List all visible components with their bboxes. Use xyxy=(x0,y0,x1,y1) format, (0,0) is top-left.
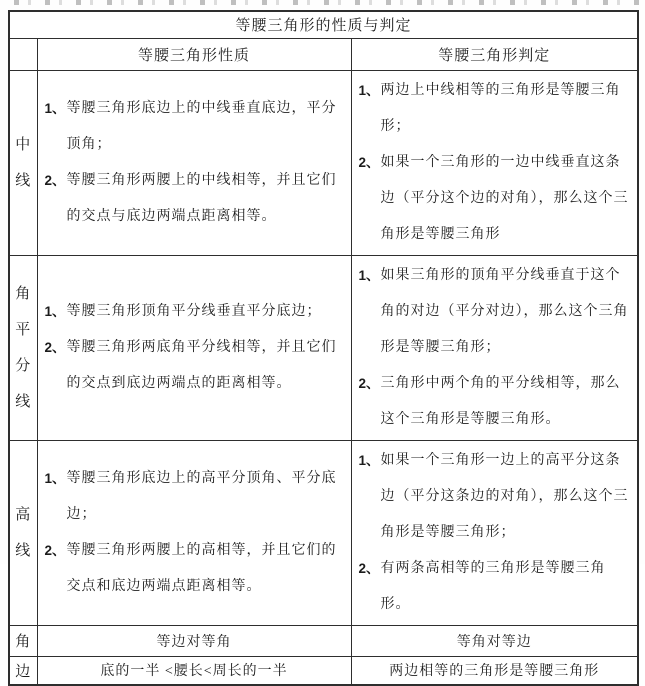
table-row-angle-bisector xyxy=(9,255,638,440)
item-number: 2、 xyxy=(358,375,380,391)
item-number: 2、 xyxy=(358,154,380,170)
row-label-side: 边 xyxy=(9,656,37,685)
item-text: 等腰三角形两腰上的中线相等，并且它们的交点与底边两端点距离相等。 xyxy=(66,172,337,224)
item-number: 1、 xyxy=(358,82,380,98)
row-label-text: 中线 xyxy=(15,136,32,189)
item-number: 2、 xyxy=(44,172,66,188)
list-item xyxy=(352,73,634,145)
item-text: 等腰三角形底边上的中线垂直底边，平分顶角； xyxy=(66,100,337,152)
item-number: 2、 xyxy=(44,542,66,558)
table-row-median xyxy=(9,70,638,255)
item-number: 2、 xyxy=(358,560,380,576)
bisector-property-cell xyxy=(37,255,351,440)
item-number: 1、 xyxy=(358,267,380,283)
list-item xyxy=(38,533,347,605)
item-number: 1、 xyxy=(44,303,66,319)
header-empty-cell xyxy=(9,38,37,70)
item-text: 如果一个三角形一边上的高平分这条边（平分这条边的对角），那么这个三角形是等腰三角形； xyxy=(380,452,629,540)
item-number: 1、 xyxy=(44,470,66,486)
row-label-angle-bisector xyxy=(9,255,37,440)
table-row-side xyxy=(9,656,638,685)
clipped-text-artifact xyxy=(14,0,639,5)
table-row-angle xyxy=(9,625,638,656)
list-item xyxy=(352,366,634,438)
list-item xyxy=(352,258,634,366)
list-item xyxy=(38,330,347,402)
list-item xyxy=(38,294,347,330)
item-text: 等腰三角形两腰上的高相等，并且它们的交点和底边两端点距离相等。 xyxy=(66,542,337,594)
item-text: 等腰三角形两底角平分线相等，并且它们的交点到底边两端点的距离相等。 xyxy=(66,339,337,391)
item-text: 有两条高相等的三角形是等腰三角形。 xyxy=(380,560,606,612)
item-text: 等腰三角形顶角平分线垂直平分底边； xyxy=(66,303,322,319)
table-row-altitude xyxy=(9,440,638,625)
item-number: 2、 xyxy=(44,339,66,355)
altitude-property-cell xyxy=(37,440,351,625)
row-label-angle: 角 xyxy=(9,625,37,656)
list-item xyxy=(352,145,634,253)
side-judgment-cell: 两边相等的三角形是等腰三角形 xyxy=(351,656,638,685)
item-number: 1、 xyxy=(44,100,66,116)
item-text: 如果一个三角形的一边中线垂直这条边（平分这个边的对角），那么这个三角形是等腰三角形 xyxy=(380,154,629,242)
item-number: 1、 xyxy=(358,452,380,468)
list-item xyxy=(38,461,347,533)
median-judgment-cell xyxy=(351,70,638,255)
item-text: 等腰三角形底边上的高平分顶角、平分底边； xyxy=(66,470,337,522)
bisector-judgment-cell xyxy=(351,255,638,440)
list-item xyxy=(38,91,347,163)
item-text: 两边上中线相等的三角形是等腰三角形； xyxy=(380,82,621,134)
table-title-row xyxy=(9,11,638,38)
angle-judgment-cell: 等角对等边 xyxy=(351,625,638,656)
row-label-text: 高线 xyxy=(15,506,32,559)
list-item xyxy=(352,443,634,551)
item-text: 如果三角形的顶角平分线垂直于这个角的对边（平分对边），那么这个三角形是等腰三角形； xyxy=(380,267,629,355)
angle-property-cell: 等边对等角 xyxy=(37,625,351,656)
list-item xyxy=(352,551,634,623)
side-property-cell: 底的一半 <腰长<周长的一半 xyxy=(37,656,351,685)
header-property: 等腰三角形性质 xyxy=(37,38,351,70)
table-header-row xyxy=(9,38,638,70)
row-label-altitude xyxy=(9,440,37,625)
item-text: 三角形中两个角的平分线相等，那么这个三角形是等腰三角形。 xyxy=(380,375,621,427)
altitude-judgment-cell xyxy=(351,440,638,625)
row-label-text: 角平分线 xyxy=(15,285,32,410)
row-label-median xyxy=(9,70,37,255)
median-property-cell xyxy=(37,70,351,255)
header-judgment: 等腰三角形判定 xyxy=(351,38,638,70)
isosceles-triangle-table xyxy=(8,10,639,686)
list-item xyxy=(38,163,347,235)
table-title: 等腰三角形的性质与判定 xyxy=(9,11,638,38)
